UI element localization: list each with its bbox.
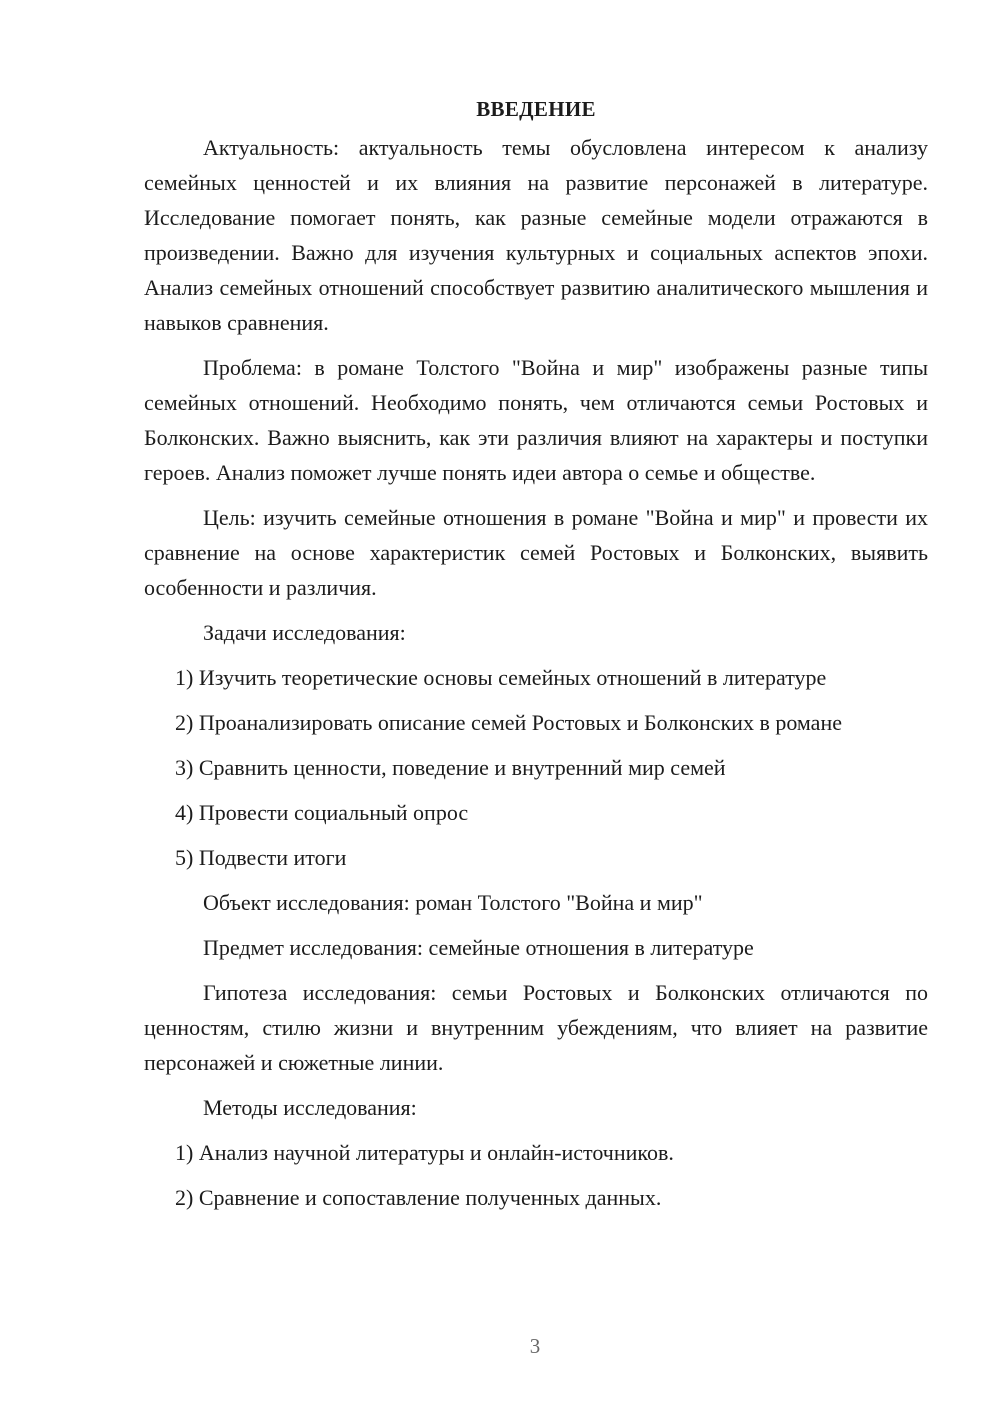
list-item: 4) Провести социальный опрос <box>175 800 469 825</box>
list-item: 3) Сравнить ценности, поведение и внутренний мир семей <box>175 755 726 780</box>
tasks-heading: Задачи исследования: <box>203 620 406 645</box>
subject-paragraph: Предмет исследования: семейные отношения в литературе <box>203 935 754 960</box>
list-item: 1) Анализ научной литературы и онлайн-источников. <box>175 1140 674 1165</box>
problem-paragraph: Проблема: в романе Толстого "Война и мир" изображены разные типы семейных отношений. Необходимо понять, чем отличаются семьи Ростовых и Болконских. Важно выяснить, как эти различия влияют на характеры и поступки героев. Анализ поможет лучше понять идеи автора о семье и обществе. <box>144 355 928 485</box>
object-paragraph: Объект исследования: роман Толстого "Война и мир" <box>203 890 703 915</box>
goal-paragraph: Цель: изучить семейные отношения в романе "Война и мир" и провести их сравнение на основе характеристик семей Ростовых и Болконских, выявить особенности и различия. <box>144 505 928 600</box>
relevance-paragraph: Актуальность: актуальность темы обусловлена интересом к анализу семейных ценностей и их влияния на развитие персонажей в литературе. Исследование помогает понять, как разные семейные модели отражаются в произведении. Важно для изучения культурных и социальных аспектов эпохи. Анализ семейных отношений способствует развитию аналитического мышления и навыков сравнения. <box>144 135 928 335</box>
methods-list <box>144 1135 928 1215</box>
hypothesis-paragraph: Гипотеза исследования: семьи Ростовых и Болконских отличаются по ценностям, стилю жизни и внутренним убеждениям, что влияет на развитие персонажей и сюжетные линии. <box>144 980 928 1075</box>
list-item: 1) Изучить теоретические основы семейных отношений в литературе <box>175 665 827 690</box>
document-body <box>144 92 928 1225</box>
page-title: ВВЕДЕНИЕ <box>476 97 596 121</box>
list-item: 5) Подвести итоги <box>175 845 347 870</box>
methods-heading: Методы исследования: <box>203 1095 417 1120</box>
list-item: 2) Сравнение и сопоставление полученных данных. <box>175 1185 662 1210</box>
list-item: 2) Проанализировать описание семей Ростовых и Болконских в романе <box>175 710 842 735</box>
tasks-list <box>144 660 928 875</box>
page-number: 3 <box>529 1334 541 1358</box>
